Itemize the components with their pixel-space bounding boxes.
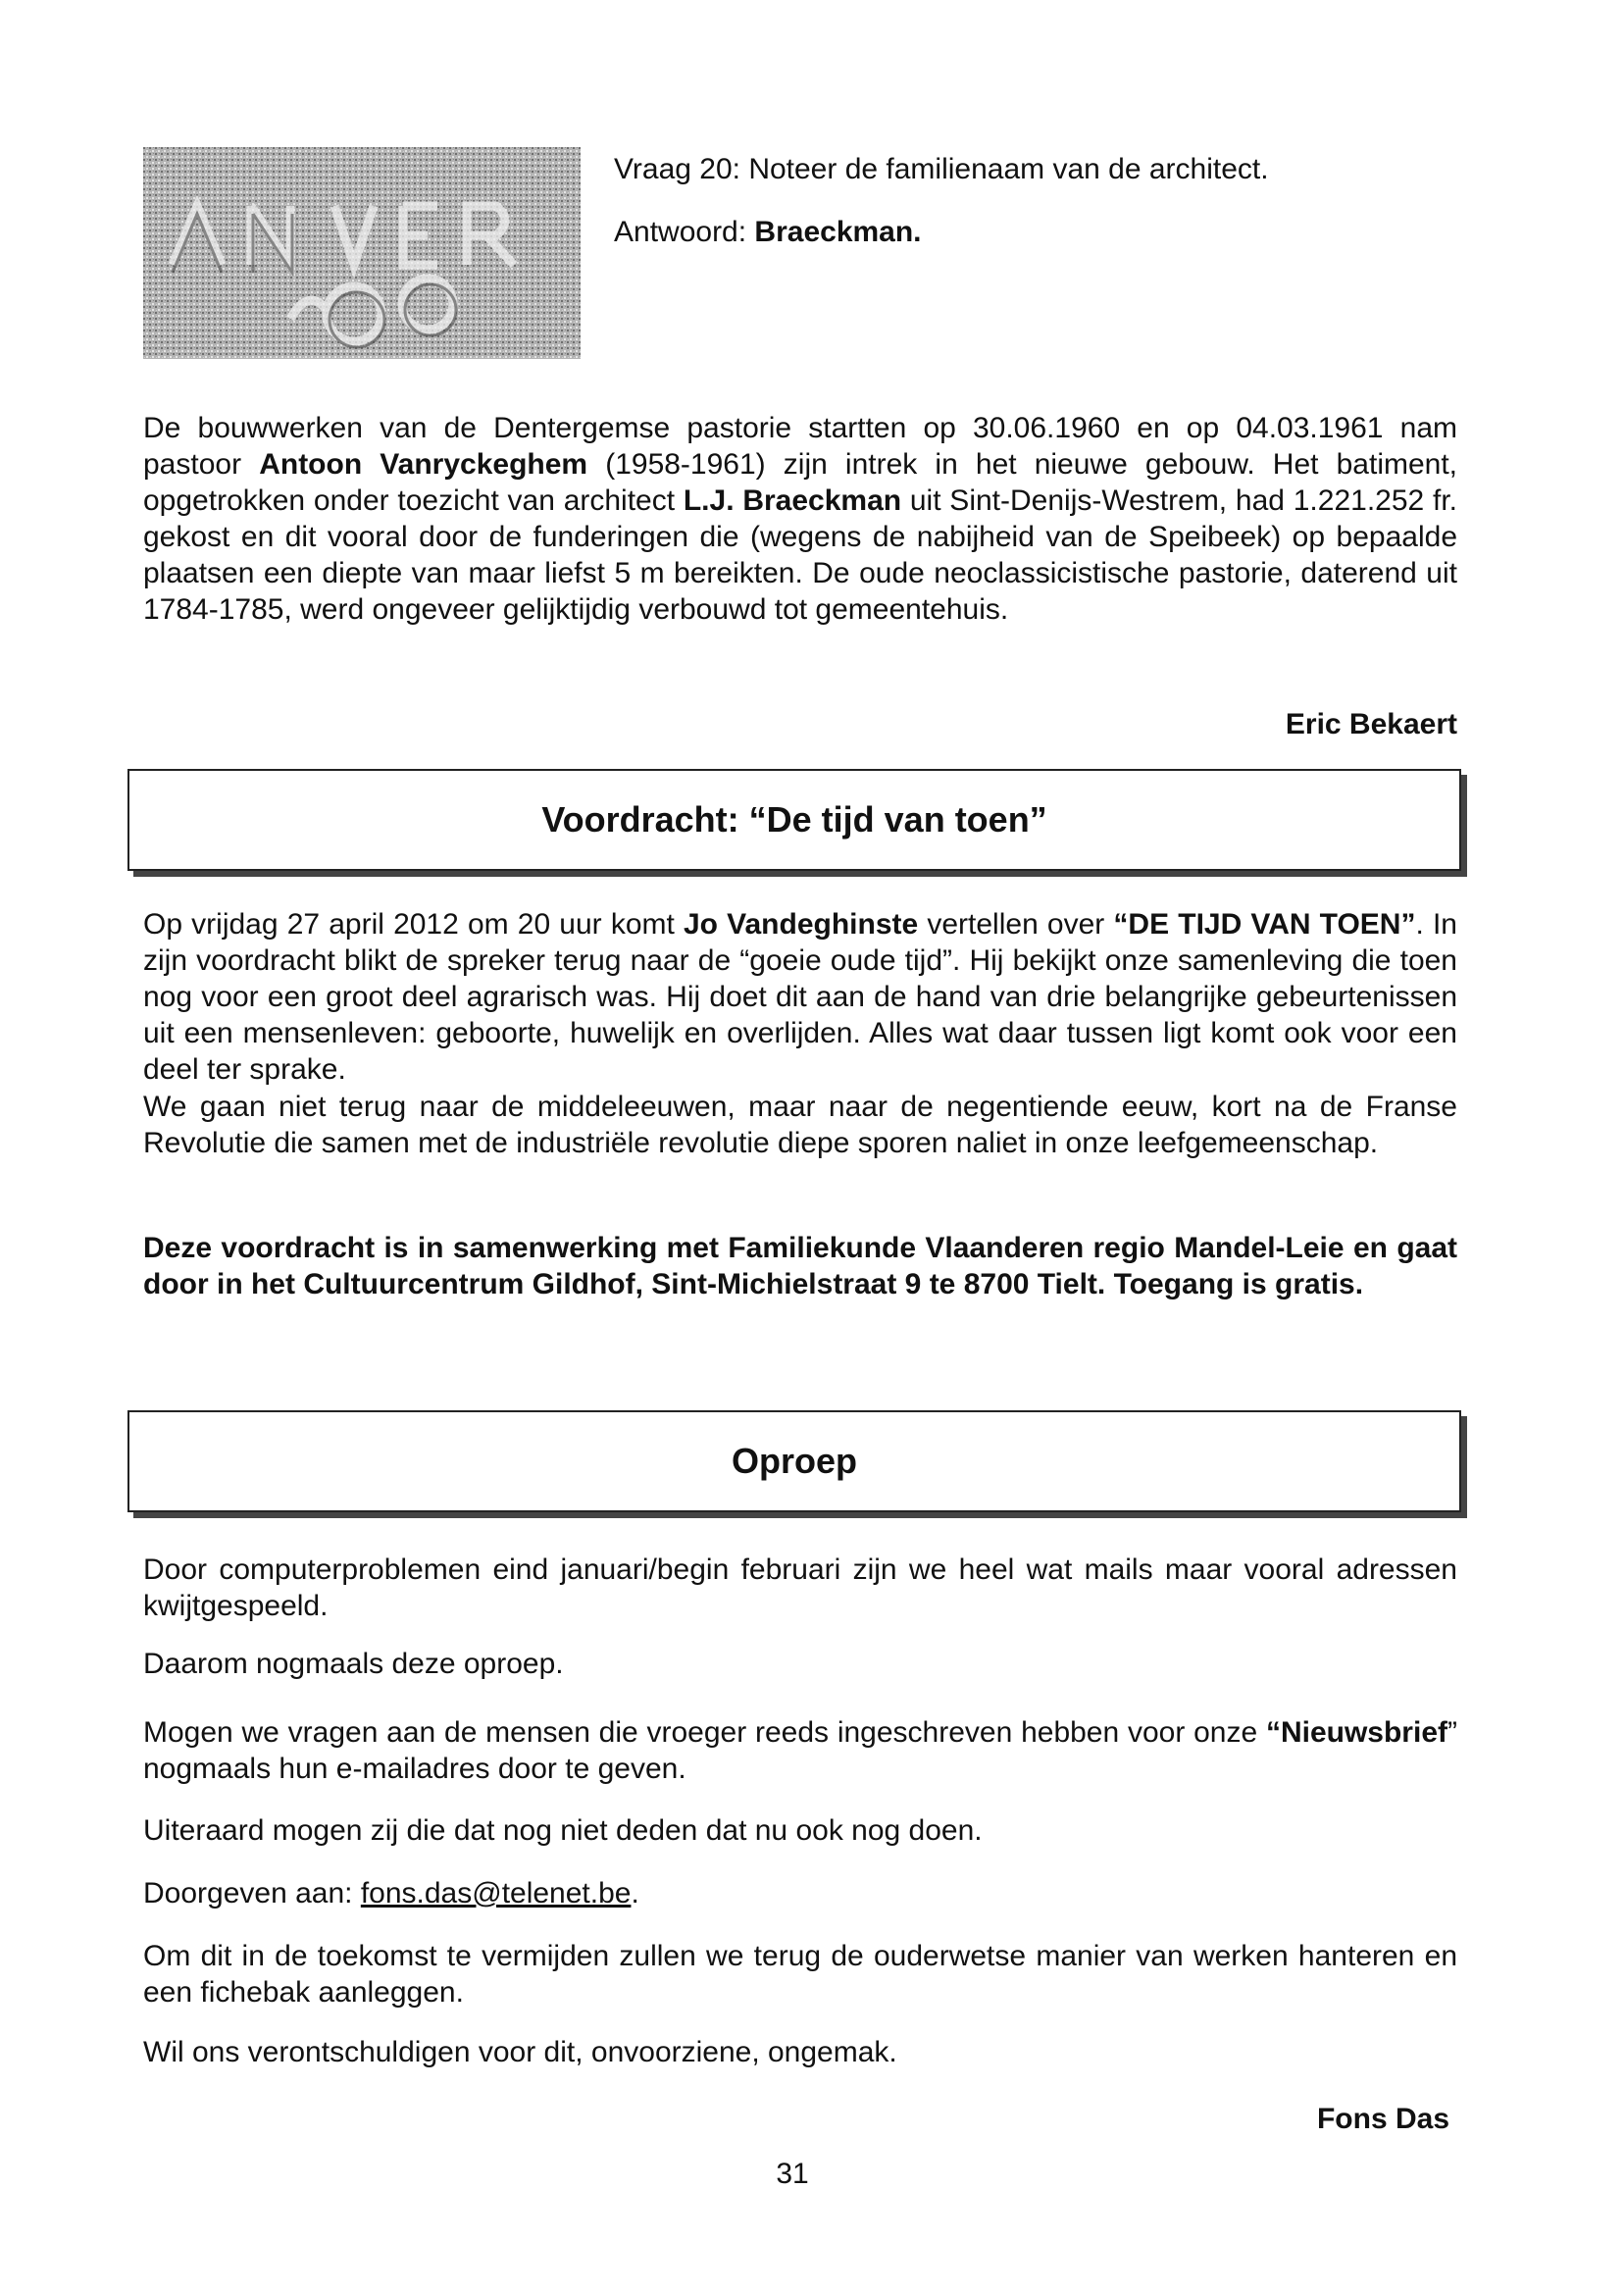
answer-label: Antwoord: [614,216,755,248]
email-label: Doorgeven aan: [143,1877,361,1909]
email-link[interactable]: fons.das@telenet.be [360,1877,632,1909]
text-segment: ” nogmaals hun e-mailadres door te geven. [143,1716,1457,1785]
bold-text: L.J. Braeckman [683,484,902,517]
section-heading-oproep [127,1410,1461,1512]
section-title-oproep: Oproep [731,1441,857,1481]
bold-text: “DE TIJD VAN TOEN” [1113,908,1416,941]
oproep-paragraph-3 [143,1714,1457,1787]
article-paragraph [143,410,1457,628]
bold-text: Jo Vandeghinste [683,908,919,941]
section-title-voordracht: Voordracht: “De tijd van toen” [541,799,1047,840]
voordracht-paragraph-3: Deze voordracht is in samenwerking met Familiekunde Vlaanderen regio Mandel-Leie en gaat door in het Cultuurcentrum Gildhof, Sint-Michielstraat 9 te 8700 Tielt. Toegang is gratis. [143,1232,1457,1300]
article-author: Eric Bekaert [1285,708,1457,740]
oproep-paragraph-2: Daarom nogmaals deze oproep. [143,1648,564,1680]
bold-text: “Nieuwsbrief [1265,1716,1447,1749]
text-segment: vertellen over [918,908,1114,941]
oproep-paragraph-4: Uiteraard mogen zij die dat nog niet deden dat nu ook nog doen. [143,1814,983,1847]
oproep-paragraph-6: Om dit in de toekomst te vermijden zullen we terug de ouderwetse manier van werken hanteren en een fichebak aanleggen. [143,1940,1457,2009]
answer-20 [614,212,1497,253]
email-end: . [631,1877,639,1909]
text-segment: Mogen we vragen aan de mensen die vroeger reeds ingeschreven hebben voor onze [143,1716,1266,1749]
voordracht-paragraph-1 [143,906,1457,1088]
text-segment: De bouwwerken van de Dentergemse pastorie startten op 30.06.1960 en op 04.03.1961 nam pastoor [143,412,1457,481]
engraving-photo [143,147,581,359]
bold-text: Antoon Vanryckeghem [259,448,588,481]
oproep-paragraph-7: Wil ons verontschuldigen voor dit, onvoorziene, ongemak. [143,2036,897,2068]
voordracht-paragraph-2: We gaan niet terug naar de middeleeuwen, maar naar de negentiende eeuw, kort na de Franse Revolutie die samen met de industriële revolutie diepe sporen naliet in onze leefgemeenschap. [143,1091,1457,1159]
oproep-paragraph-1: Door computerproblemen eind januari/begin februari zijn we heel wat mails maar vooral adressen kwijtgespeeld. [143,1553,1457,1622]
section-heading-voordracht [127,769,1461,871]
text-segment: (1958-1961) zijn intrek in het nieuwe gebouw. Het batiment, opgetrokken onder toezicht van architect [143,448,1458,517]
question-20: Vraag 20: Noteer de familienaam van de architect. [614,153,1269,185]
page-number: 31 [776,2158,809,2190]
answer-value: Braeckman. [754,216,922,248]
text-segment: . In zijn voordracht blikt de spreker terug naar de “goeie oude tijd”. Hij bekijkt onze samenleving die toen nog voor een groot deel agrarisch was. Hij doet dit aan de hand van drie belangrijke gebeurtenissen uit een mensenleven: geboorte, huwelijk en overlijden. Alles wat daar tussen ligt komt ook voor een deel ter sprake. [143,908,1457,1086]
oproep-paragraph-5 [143,1875,1457,1911]
text-segment: uit Sint-Denijs-Westrem, had 1.221.252 fr. gekost en dit vooral door de funderingen die (wegens de nabijheid van de Speibeek) op bepaalde plaatsen een diepte van maar liefst 5 m bereikten. De oude neoclassicistische pastorie, daterend uit 1784-1785, werd ongeveer gelijktijdig verbouwd tot gemeentehuis. [143,484,1457,626]
stone-texture [143,147,581,359]
text-segment: Op vrijdag 27 april 2012 om 20 uur komt [143,908,684,941]
oproep-author: Fons Das [1316,2103,1449,2135]
